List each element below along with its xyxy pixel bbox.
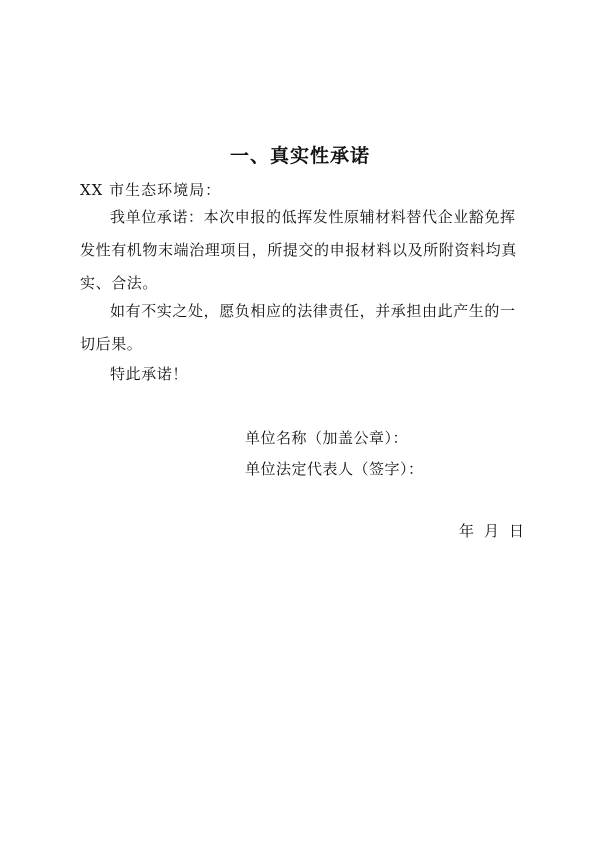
date-day: 日 xyxy=(508,522,524,540)
addressee: XX 市生态环境局： xyxy=(80,181,222,199)
closing-paragraph: 特此承诺！ xyxy=(110,365,189,383)
liability-paragraph: 如有不实之处，愿负相应的法律责任，并承担由此产生的一切后果。 xyxy=(80,302,516,353)
unit-name-label: 单位名称（加盖公章）： xyxy=(245,429,409,447)
document-title: 一、真实性承诺 xyxy=(229,145,370,167)
commitment-paragraph: 我单位承诺：本次申报的低挥发性原辅材料替代企业豁免挥发性有机物末端治理项目，所提交的申报材料以及所附资料均真实、合法。 xyxy=(80,208,517,292)
date-line xyxy=(449,520,524,542)
legal-representative-label: 单位法定代表人（签字）： xyxy=(245,460,424,478)
date-year: 年 xyxy=(458,522,474,540)
date-month: 月 xyxy=(483,522,499,540)
